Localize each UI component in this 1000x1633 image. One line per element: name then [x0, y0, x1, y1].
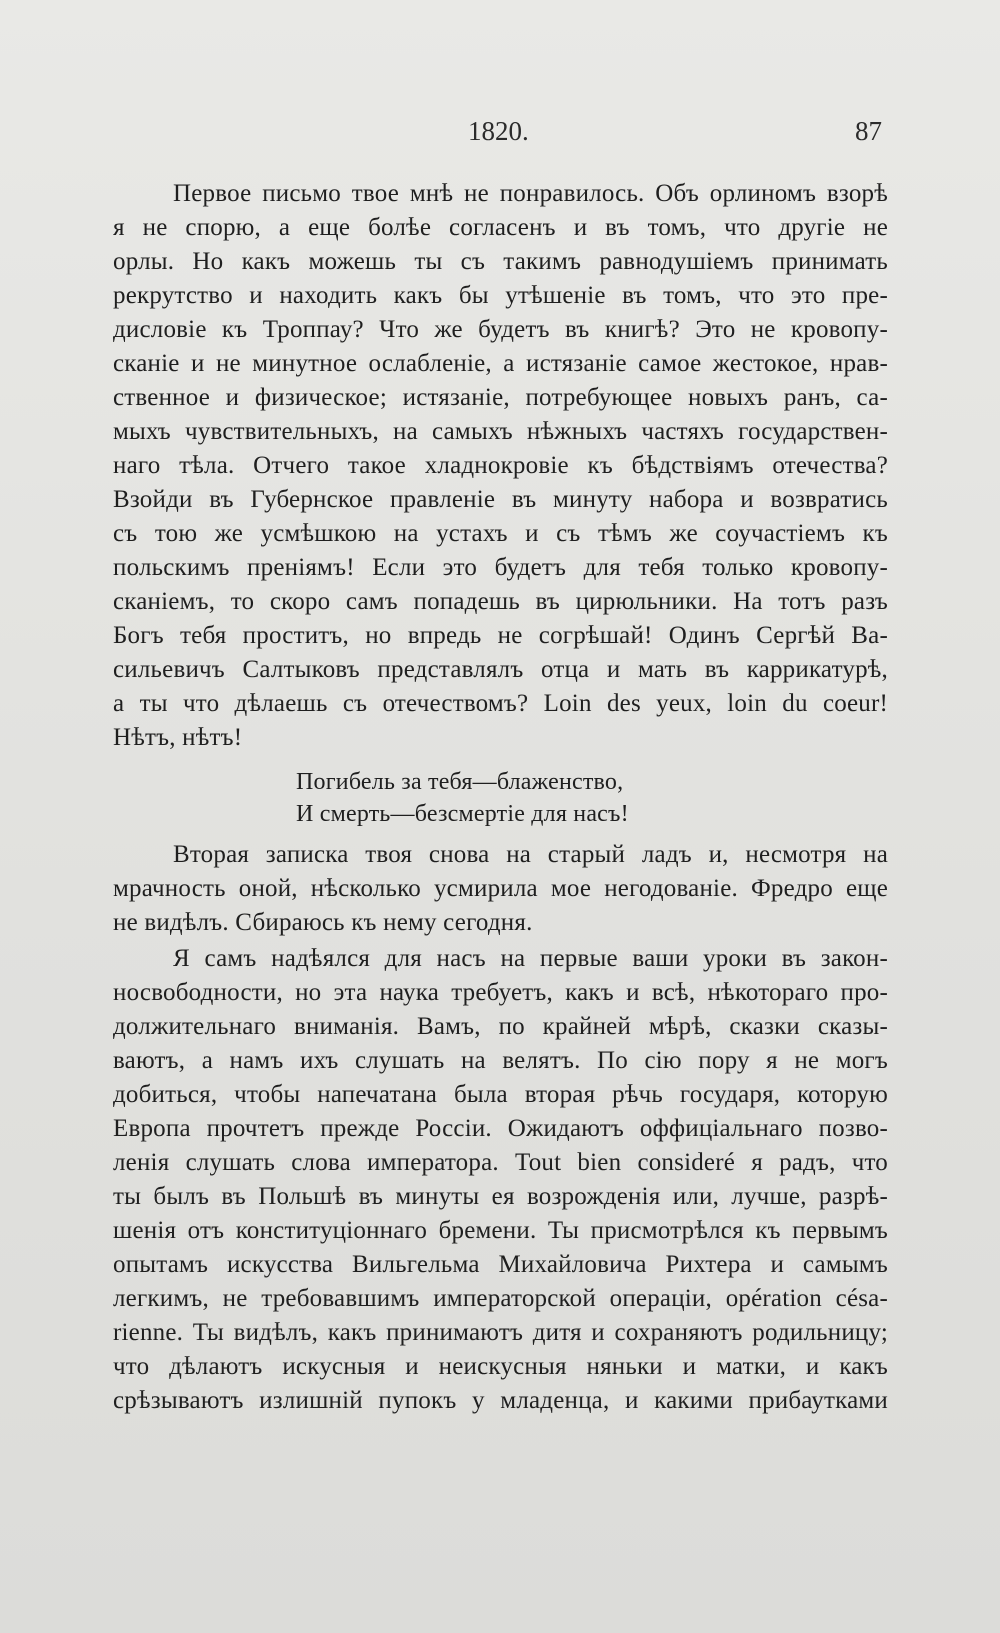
text-line: Первое письмо твое мнѣ не понравилось. Объ орлиномъ взорѣ: [173, 180, 888, 207]
text-line: сканіе и не минутное ослабленіе, а истязаніе самое жестокое, нрав-: [113, 350, 888, 377]
text-line: Богъ тебя проститъ, но впредь не согрѣшай! Одинъ Сергѣй Ва-: [113, 622, 888, 649]
text-line: носвободности, но эта наука требуетъ, какъ и всѣ, нѣкотораго про-: [113, 979, 888, 1006]
text-line: польскимъ преніямъ! Если это будетъ для тебя только кровопу-: [113, 554, 888, 581]
text-line: Европа прочтетъ прежде Россіи. Ожидаютъ оффиціальнаго позво-: [113, 1115, 888, 1142]
text-line: сканіемъ, то скоро самъ попадешь въ цирюльники. На тотъ разъ: [113, 588, 888, 615]
text-line: Я самъ надѣялся для насъ на первые ваши уроки въ закон-: [173, 945, 888, 972]
text-line: ленія слушать слова императора. Tout bien consideré я радъ, что: [113, 1149, 888, 1176]
text-line: легкимъ, не требовавшимъ императорской операціи, opération césa-: [113, 1285, 888, 1312]
text-line: Взойди въ Губернское правленіе въ минуту набора и возвратись: [113, 486, 888, 513]
text-line: сильевичъ Салтыковъ представлялъ отца и мать въ каррикатурѣ,: [113, 656, 888, 683]
text-line: рекрутство и находить какъ бы утѣшеніе въ томъ, что это пре-: [113, 282, 888, 309]
text-line: орлы. Но какъ можешь ты съ такимъ равнодушіемъ принимать: [113, 248, 888, 275]
text-line: шенія отъ конституціоннаго бремени. Ты присмотрѣлся къ первымъ: [113, 1217, 888, 1244]
text-line: съ тою же усмѣшкою на устахъ и съ тѣмъ же соучастіемъ къ: [113, 520, 888, 547]
text-line: срѣзываютъ излишній пупокъ у младенца, и какими прибаутками: [113, 1387, 888, 1414]
text-line: ственное и физическое; истязаніе, потребующее новыхъ ранъ, са-: [113, 384, 888, 411]
text-line: ваютъ, а намъ ихъ слушать на велятъ. По сію пору я не могъ: [113, 1047, 888, 1074]
text-line: Нѣтъ, нѣтъ!: [113, 724, 243, 751]
text-line: наго тѣла. Отчего такое хладнокровіе къ бѣдствіямъ отечества?: [113, 452, 888, 479]
text-line: опытамъ искусства Вильгельма Михайловича Рихтера и самымъ: [113, 1251, 888, 1278]
text-line: дисловіе къ Троппау? Что же будетъ въ книгѣ? Это не кровопу-: [113, 316, 888, 343]
verse-line: Погибель за тебя—блаженство,: [296, 769, 624, 795]
text-line: не видѣлъ. Сбираюсь къ нему сегодня.: [113, 909, 533, 936]
page-number: 87: [855, 116, 882, 146]
text-line: ты былъ въ Польшѣ въ минуты ея возрожденія или, лучше, разрѣ-: [113, 1183, 888, 1210]
text-line: rienne. Ты видѣлъ, какъ принимаютъ дитя и сохраняютъ родильницу;: [113, 1319, 888, 1346]
text-line: что дѣлаютъ искусныя и неискусныя няньки и матки, и какъ: [113, 1353, 888, 1380]
text-line: а ты что дѣлаешь съ отечествомъ? Loin des yeux, loin du coeur!: [113, 690, 888, 717]
verse-line: И смерть—безсмертіе для насъ!: [296, 801, 629, 827]
text-line: должительнаго вниманія. Вамъ, по крайней мѣрѣ, сказки сказы-: [113, 1013, 888, 1040]
text-line: мыхъ чувствительныхъ, на самыхъ нѣжныхъ частяхъ государствен-: [113, 418, 888, 445]
text-line: мрачность оной, нѣсколько усмирила мое негодованіе. Фредро еще: [113, 875, 888, 902]
text-line: Вторая записка твоя снова на старый ладъ и, несмотря на: [173, 841, 888, 868]
text-line: я не спорю, а еще болѣе согласенъ и въ томъ, что другіе не: [113, 214, 888, 241]
header-year: 1820.: [468, 116, 529, 146]
running-header: [113, 116, 888, 156]
text-line: добиться, чтобы напечатана была вторая рѣчь государя, которую: [113, 1081, 888, 1108]
